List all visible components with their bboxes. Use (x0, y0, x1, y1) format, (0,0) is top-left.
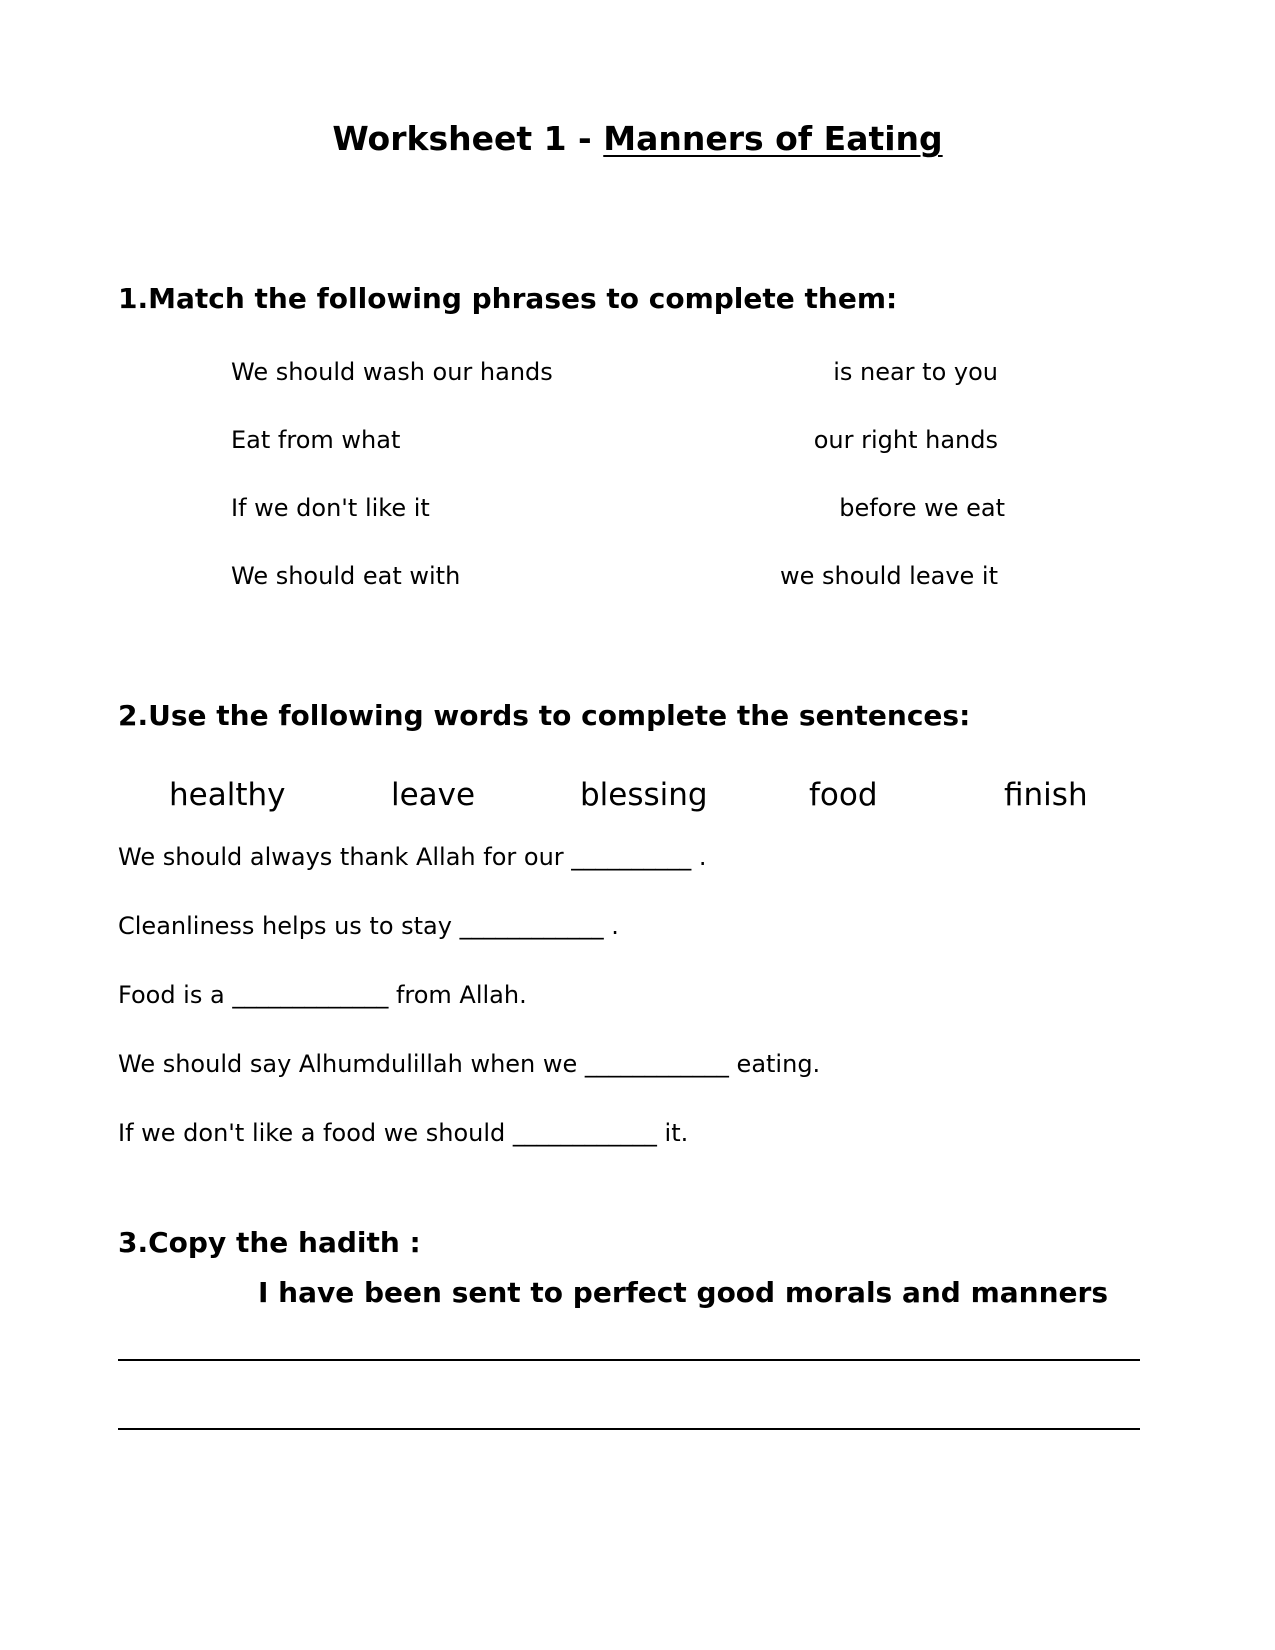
fill-blank-sentence: Cleanliness helps us to stay ____________ . (118, 912, 619, 940)
fill-blank-sentence: If we don't like a food we should ____________ it. (118, 1119, 689, 1147)
section-2-heading: 2.Use the following words to complete the sentences: (118, 699, 971, 732)
word-bank-item: healthy (169, 777, 286, 813)
worksheet-title (0, 119, 1275, 158)
fill-blank-sentence: We should say Alhumdulillah when we ____________ eating. (118, 1050, 821, 1078)
match-left-item: Eat from what (231, 426, 401, 454)
fill-blank-sentence: We should always thank Allah for our __________ . (118, 843, 707, 871)
word-bank-item: leave (391, 777, 476, 813)
writing-line (118, 1428, 1140, 1430)
match-right-item: before we eat (839, 494, 1005, 522)
match-right-item: we should leave it (780, 562, 998, 590)
title-topic: Manners of Eating (603, 119, 943, 158)
hadith-text: I have been sent to perfect good morals and manners (258, 1276, 1108, 1309)
section-1-heading: 1.Match the following phrases to complete them: (118, 282, 898, 315)
match-right-item: our right hands (813, 426, 998, 454)
match-left-item: We should wash our hands (231, 358, 553, 386)
word-bank-item: food (809, 777, 878, 813)
title-prefix: Worksheet 1 - (332, 119, 604, 158)
word-bank-item: finish (1004, 777, 1088, 813)
section-3-heading: 3.Copy the hadith : (118, 1226, 421, 1259)
match-left-item: We should eat with (231, 562, 461, 590)
match-right-item: is near to you (833, 358, 998, 386)
word-bank-item: blessing (580, 777, 708, 813)
fill-blank-sentence: Food is a _____________ from Allah. (118, 981, 527, 1009)
writing-line (118, 1359, 1140, 1361)
match-left-item: If we don't like it (231, 494, 430, 522)
